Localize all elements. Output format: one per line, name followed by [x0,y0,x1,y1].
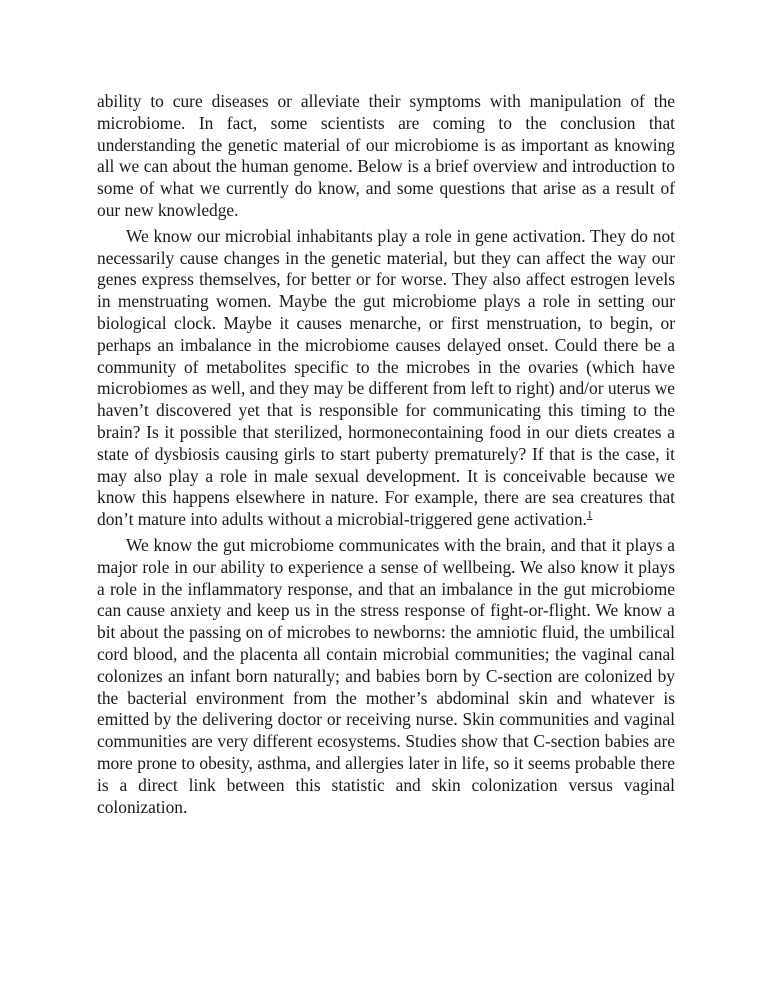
paragraph-gene-activation [97,226,675,531]
footnote-link[interactable]: 1 [586,509,593,522]
paragraph-continued [97,91,675,222]
paragraph-text: We know our microbial inhabitants play a role in gene activation. They do not necessarily cause changes in the genetic material, but they can affect the way our genes express themselves, for better or for worse. They also affect estrogen levels in menstruating women. Maybe the gut microbiome plays a role in setting our biological clock. Maybe it causes menarche, or first menstruation, to begin, or perhaps an imbalance in the microbiome causes delayed onset. Could there be a community of metabolites specific to the microbes in the ovaries (which have microbiomes as well, and they may be different from left to right) and/or uterus we haven’t discovered yet that is responsible for communicating this timing to the brain? Is it possible that sterilized, hormonecontaining food in our diets creates a state of dysbiosis causing girls to start puberty prematurely? If that is the case, it may also play a role in male sexual development. It is conceivable because we know this happens elsewhere in nature. For example, there are sea creatures that don’t mature into adults without a microbial-triggered gene activation. [97,225,675,530]
paragraph-text: ability to cure diseases or alleviate their symptoms with manipulation of the microbiome. In fact, some scientists are coming to the conclusion that understanding the genetic material of our microbiome is as important as knowing all we can about the human genome. Below is a brief overview and introduction to some of what we currently do know, and some questions that arise as a result of our new knowledge. [97,91,675,220]
paragraph-gut-brain [97,535,675,818]
page-body [97,91,675,822]
paragraph-text: We know the gut microbiome communicates with the brain, and that it plays a major role in our ability to experience a sense of wellbeing. We also know it plays a role in the inflammatory response, and that an imbalance in the gut microbiome can cause anxiety and keep us in the stress response of fight-or-flight. We know a bit about the passing on of microbes to newborns: the amniotic fluid, the umbilical cord blood, and the placenta all contain microbial communities; the vaginal canal colonizes an infant born naturally; and babies born by C-section are colonized by the bacterial environment from the mother’s abdominal skin and whatever is emitted by the delivering doctor or receiving nurse. Skin communities and vaginal communities are very different ecosystems. Studies show that C-section babies are more prone to obesity, asthma, and allergies later in life, so it seems probable there is a direct link between this statistic and skin colonization versus vaginal colonization. [97,534,675,817]
